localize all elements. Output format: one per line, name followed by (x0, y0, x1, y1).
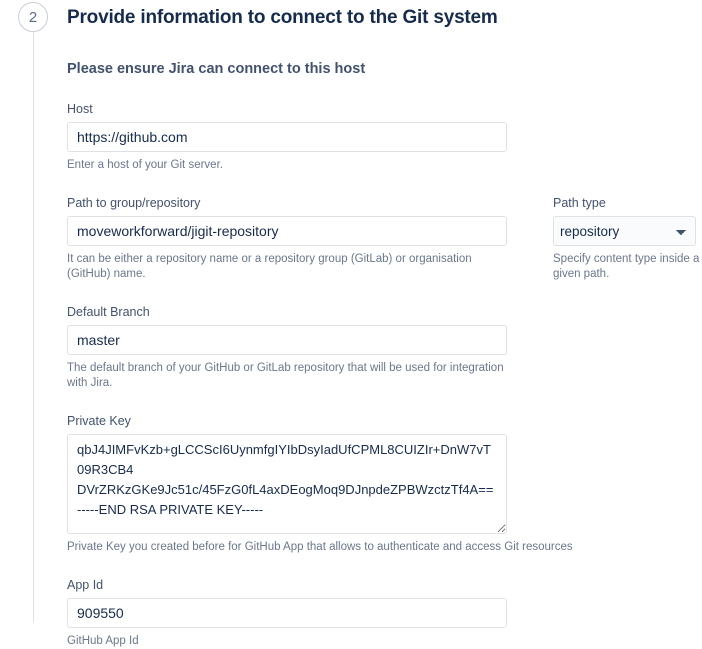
path-type-label: Path type (553, 196, 606, 210)
path-field-group (67, 195, 553, 282)
host-input[interactable] (67, 122, 507, 152)
host-helper-text: Enter a host of your Git server. (67, 159, 223, 171)
step-connector-line (33, 32, 34, 622)
app-id-input[interactable] (67, 598, 507, 628)
step-content (67, 0, 702, 649)
app-id-field-group (67, 577, 702, 649)
host-field-group (67, 101, 702, 173)
host-label: Host (67, 102, 93, 116)
step-number-badge: 2 (18, 2, 48, 32)
private-key-label: Private Key (67, 414, 131, 428)
default-branch-helper-text: The default branch of your GitHub or GitLab repository that will be used for integration with Jira. (67, 362, 504, 389)
default-branch-field-group (67, 304, 702, 391)
path-type-helper-text: Specify content type inside a given path. (553, 253, 700, 280)
path-input[interactable] (67, 216, 507, 246)
path-type-field-group (553, 195, 701, 282)
app-id-helper-text: GitHub App Id (67, 635, 139, 647)
page-title: Provide information to connect to the Git system (67, 7, 498, 28)
path-row (67, 195, 702, 282)
path-helper-text: It can be either a repository name or a repository group (GitLab) or organisation (GitHub) name. (67, 253, 472, 280)
private-key-helper-text: Private Key you created before for GitHub App that allows to authenticate and access Git resources (67, 541, 573, 553)
page-subtitle: Please ensure Jira can connect to this host (67, 61, 366, 77)
default-branch-input[interactable] (67, 325, 507, 355)
app-id-label: App Id (67, 578, 104, 592)
path-label: Path to group/repository (67, 196, 201, 210)
path-type-select[interactable] (553, 216, 696, 246)
private-key-textarea[interactable] (67, 434, 507, 534)
private-key-field-group (67, 413, 702, 555)
default-branch-label: Default Branch (67, 305, 150, 319)
